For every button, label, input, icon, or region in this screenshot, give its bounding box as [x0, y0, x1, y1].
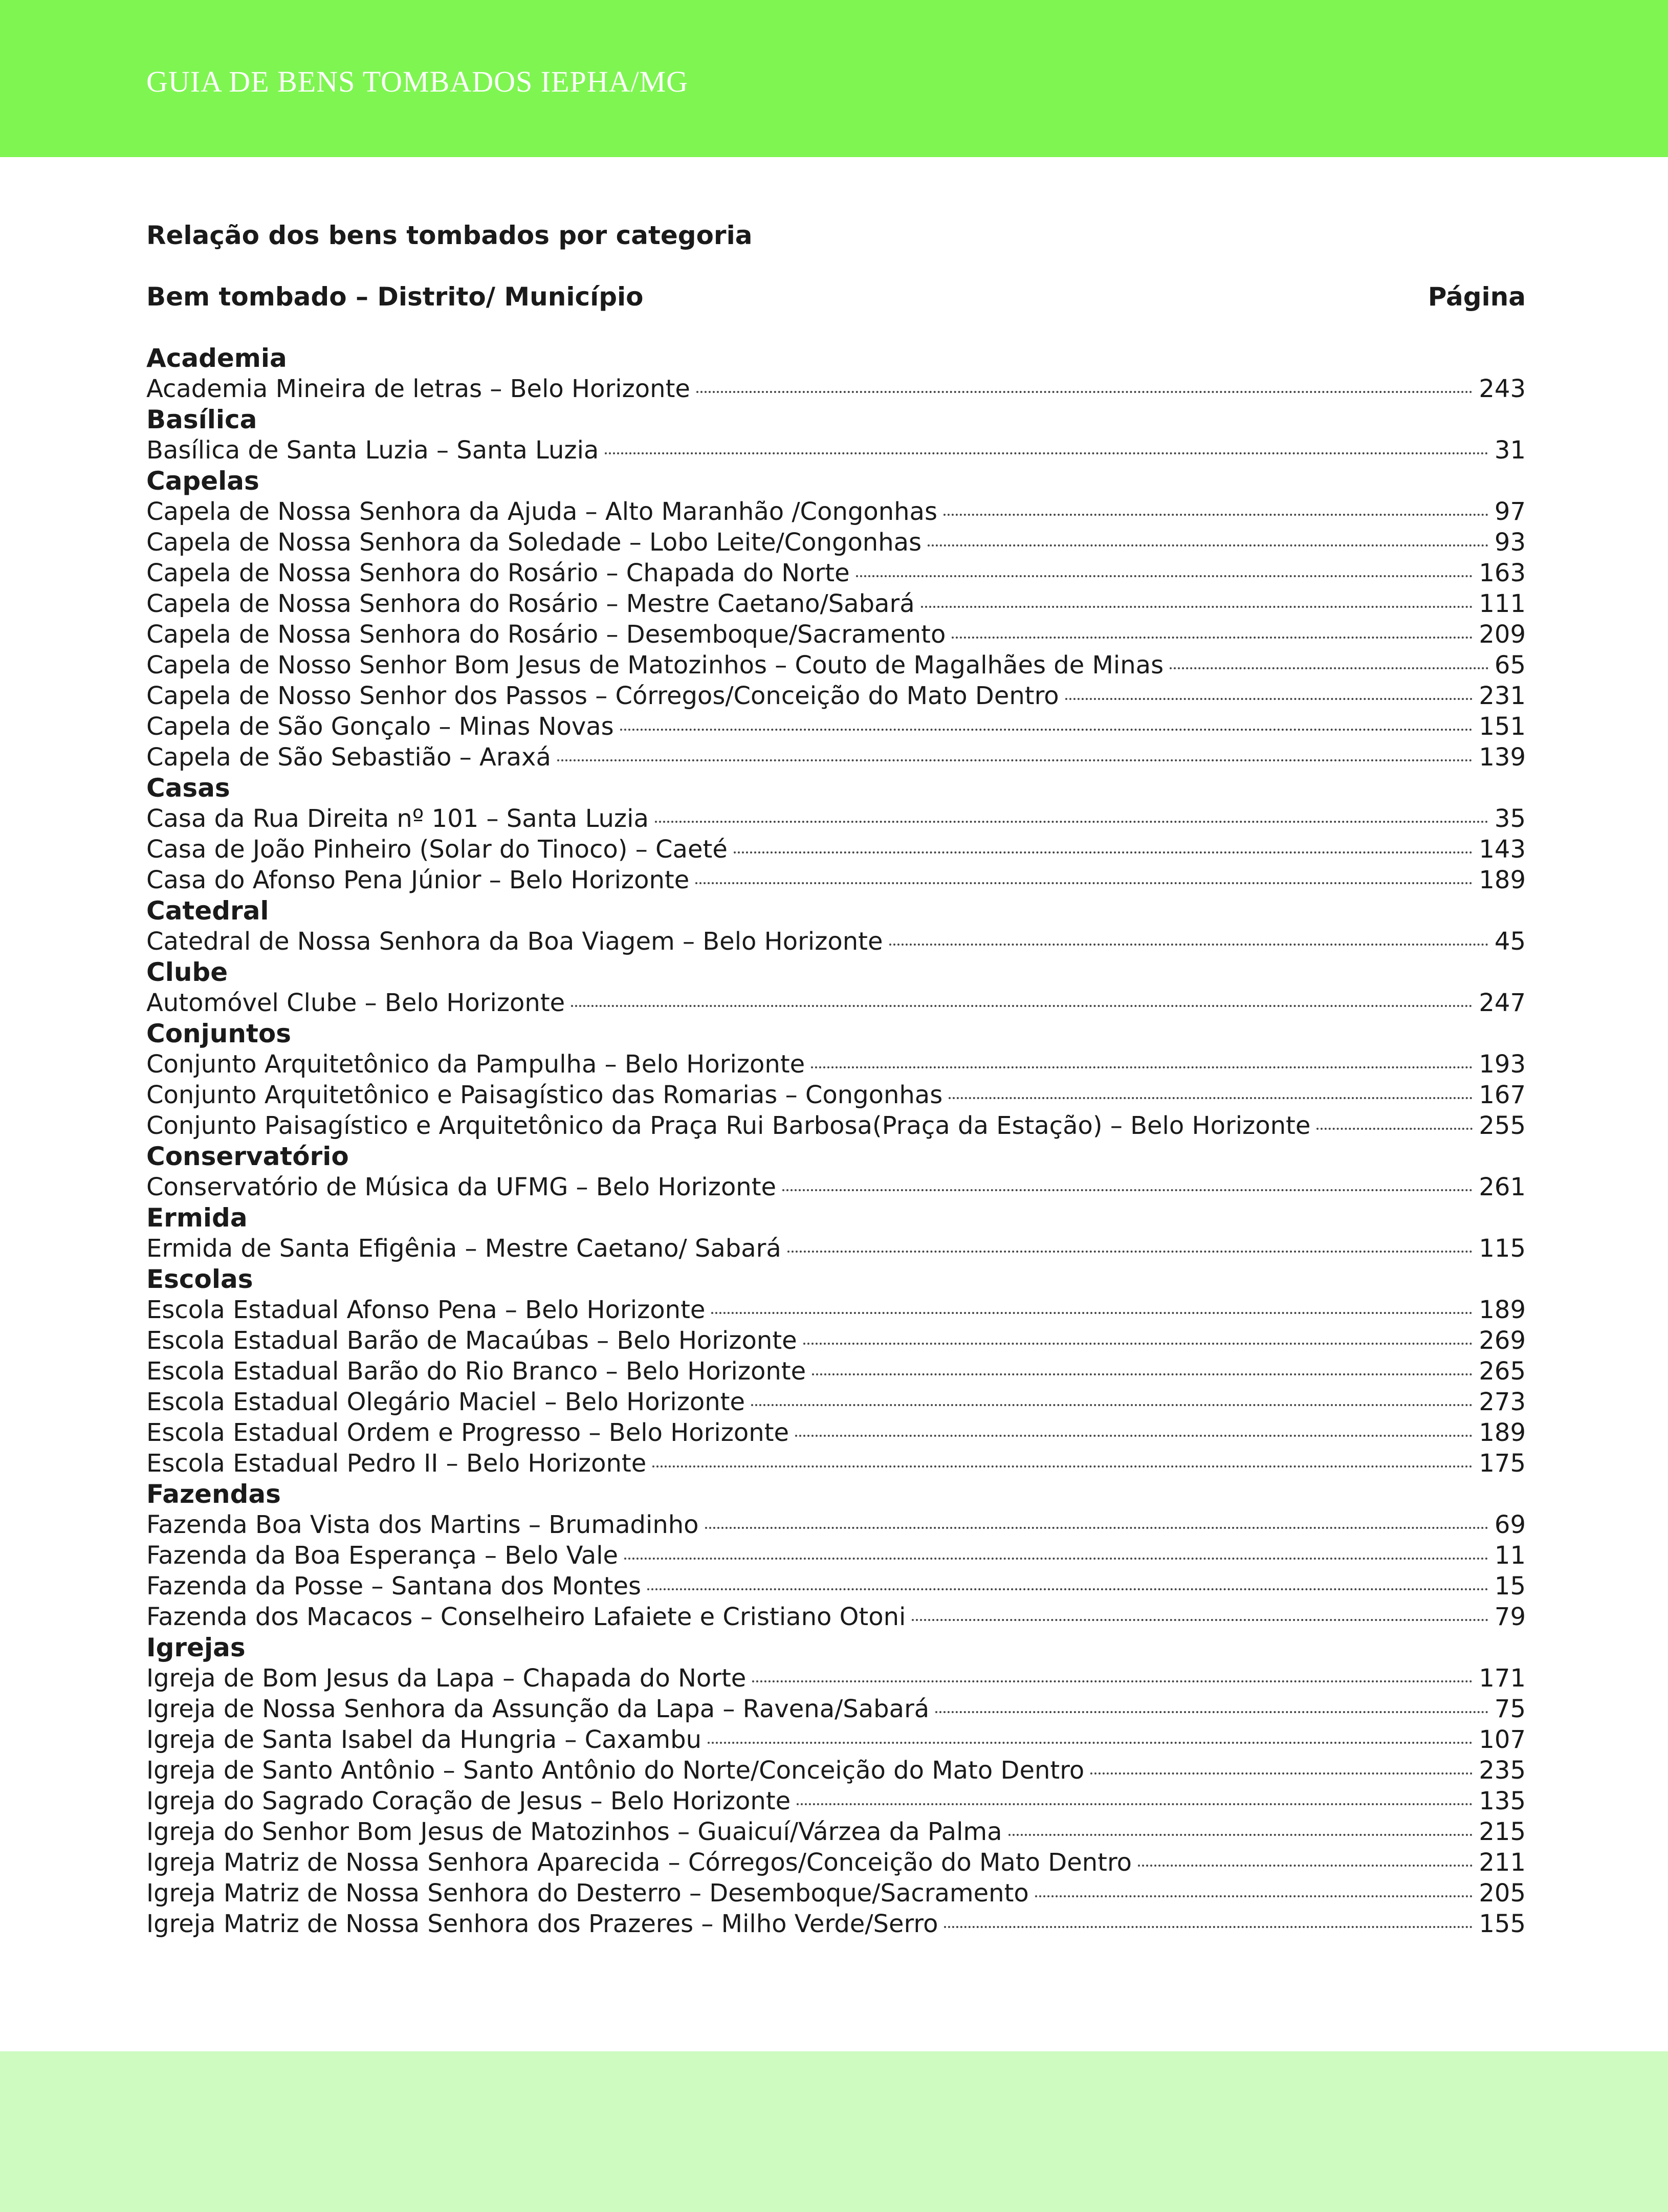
dot-leader: [952, 637, 1473, 639]
index-entry: [146, 1540, 1526, 1571]
dot-leader: [889, 944, 1488, 946]
index-entry: [146, 803, 1526, 834]
index-entry: [146, 1847, 1526, 1878]
index-entry: [146, 1571, 1526, 1602]
entry-title: Conjunto Arquitetônico da Pampulha – Belo Horizonte: [146, 1050, 805, 1079]
entry-page-number: 171: [1479, 1664, 1526, 1693]
entry-page-number: 193: [1479, 1050, 1526, 1079]
entry-title: Igreja de Santo Antônio – Santo Antônio do Norte/Conceição do Mato Dentro: [146, 1756, 1085, 1785]
footer-bar: [0, 2051, 1668, 2212]
category-heading: Escolas: [146, 1264, 253, 1294]
header-bar: [0, 0, 1668, 157]
index-list: [146, 343, 1526, 1939]
index-entry: [146, 988, 1526, 1018]
entry-page-number: 247: [1479, 989, 1526, 1017]
dot-leader: [935, 1711, 1488, 1713]
dot-leader: [944, 1926, 1473, 1928]
entry-page-number: 269: [1479, 1326, 1526, 1355]
header-title: GUIA DE BENS TOMBADOS IEPHA/MG: [146, 65, 689, 98]
index-entry: [146, 1663, 1526, 1694]
entry-page-number: 189: [1479, 866, 1526, 894]
entry-title: Igreja Matriz de Nossa Senhora Aparecida – Córregos/Conceição do Mato Dentro: [146, 1848, 1132, 1877]
entry-title: Igreja Matriz de Nossa Senhora do Desterro – Desemboque/Sacramento: [146, 1879, 1029, 1908]
index-entry: [146, 1387, 1526, 1417]
dot-leader: [624, 1558, 1488, 1560]
dot-leader: [752, 1680, 1473, 1682]
entry-page-number: 243: [1479, 375, 1526, 403]
entry-page-number: 45: [1494, 927, 1526, 956]
index-entry: [146, 742, 1526, 773]
entry-page-number: 209: [1479, 620, 1526, 649]
dot-leader: [928, 544, 1488, 546]
entry-page-number: 69: [1494, 1510, 1526, 1539]
dot-leader: [949, 1097, 1473, 1099]
entry-title: Fazenda da Posse – Santana dos Montes: [146, 1572, 642, 1601]
dot-leader: [1170, 667, 1488, 669]
dot-leader: [1090, 1772, 1473, 1775]
index-entry: [146, 527, 1526, 558]
entry-page-number: 273: [1479, 1388, 1526, 1416]
entry-page-number: 93: [1494, 528, 1526, 557]
dot-leader: [856, 575, 1473, 577]
category-heading: Catedral: [146, 896, 269, 926]
index-entry: [146, 711, 1526, 742]
dot-leader: [1138, 1865, 1473, 1867]
index-entry: [146, 1049, 1526, 1080]
entry-title: Capela de Nossa Senhora do Rosário – Mestre Caetano/Sabará: [146, 589, 915, 618]
entry-title: Escola Estadual Ordem e Progresso – Belo Horizonte: [146, 1418, 789, 1447]
index-entry: [146, 558, 1526, 588]
entry-page-number: 235: [1479, 1756, 1526, 1785]
dot-leader: [571, 1005, 1473, 1007]
index-entry: [146, 435, 1526, 466]
category-heading: Capelas: [146, 466, 259, 496]
index-entry: [146, 681, 1526, 711]
index-entry: [146, 1080, 1526, 1110]
category-heading: Conjuntos: [146, 1019, 291, 1048]
index-entry: [146, 1417, 1526, 1448]
dot-leader: [1008, 1834, 1473, 1836]
index-entry: [146, 1509, 1526, 1540]
dot-leader: [711, 1312, 1473, 1314]
category-heading: Igrejas: [146, 1633, 246, 1662]
category-heading: Ermida: [146, 1203, 248, 1233]
index-entry: [146, 1724, 1526, 1755]
entry-page-number: 151: [1479, 712, 1526, 741]
entry-title: Igreja de Nossa Senhora da Assunção da Lapa – Ravena/Sabará: [146, 1695, 930, 1723]
dot-leader: [797, 1803, 1473, 1805]
entry-title: Igreja Matriz de Nossa Senhora dos Prazeres – Milho Verde/Serro: [146, 1910, 938, 1938]
entry-title: Basílica de Santa Luzia – Santa Luzia: [146, 436, 599, 465]
entry-title: Igreja de Bom Jesus da Lapa – Chapada do Norte: [146, 1664, 747, 1693]
category-heading: Fazendas: [146, 1479, 281, 1509]
dot-leader: [557, 759, 1473, 761]
entry-title: Automóvel Clube – Belo Horizonte: [146, 989, 565, 1017]
entry-page-number: 211: [1479, 1848, 1526, 1877]
column-header-item: Bem tombado – Distrito/ Município: [146, 282, 644, 312]
dot-leader: [734, 851, 1473, 853]
index-entry: [146, 496, 1526, 527]
entry-title: Igreja do Senhor Bom Jesus de Matozinhos – Guaicuí/Várzea da Palma: [146, 1817, 1002, 1846]
entry-page-number: 79: [1494, 1603, 1526, 1631]
entry-title: Catedral de Nossa Senhora da Boa Viagem – Belo Horizonte: [146, 927, 883, 956]
entry-title: Fazenda da Boa Esperança – Belo Vale: [146, 1541, 619, 1570]
index-entry: [146, 865, 1526, 895]
dot-leader: [708, 1742, 1473, 1744]
index-entry: [146, 1816, 1526, 1847]
entry-title: Capela de Nossa Senhora do Rosário – Desemboque/Sacramento: [146, 620, 946, 649]
entry-title: Capela de Nossa Senhora da Ajuda – Alto Maranhão /Congonhas: [146, 497, 937, 526]
entry-page-number: 261: [1479, 1173, 1526, 1201]
dot-leader: [695, 882, 1473, 884]
index-content: [146, 220, 1526, 1939]
dot-leader: [812, 1373, 1473, 1375]
index-entry: [146, 1909, 1526, 1939]
entry-page-number: 75: [1494, 1695, 1526, 1723]
index-entry: [146, 650, 1526, 681]
entry-page-number: 205: [1479, 1879, 1526, 1908]
dot-leader: [705, 1527, 1488, 1529]
dot-leader: [811, 1066, 1473, 1068]
index-entry: [146, 619, 1526, 650]
dot-leader: [647, 1588, 1488, 1590]
dot-leader: [795, 1435, 1473, 1437]
index-entry: [146, 834, 1526, 865]
dot-leader: [652, 1465, 1473, 1468]
entry-page-number: 35: [1494, 804, 1526, 833]
entry-page-number: 231: [1479, 682, 1526, 710]
entry-page-number: 175: [1479, 1449, 1526, 1478]
entry-title: Capela de Nossa Senhora da Soledade – Lobo Leite/Congonhas: [146, 528, 922, 557]
entry-page-number: 107: [1479, 1725, 1526, 1754]
entry-title: Igreja do Sagrado Coração de Jesus – Belo Horizonte: [146, 1787, 791, 1815]
entry-page-number: 189: [1479, 1296, 1526, 1324]
entry-title: Capela de São Sebastião – Araxá: [146, 743, 551, 772]
index-entry: [146, 1356, 1526, 1387]
dot-leader: [751, 1404, 1473, 1406]
index-entry: [146, 1448, 1526, 1479]
entry-title: Academia Mineira de letras – Belo Horizonte: [146, 375, 690, 403]
entry-page-number: 155: [1479, 1910, 1526, 1938]
entry-title: Casa de João Pinheiro (Solar do Tinoco) – Caeté: [146, 835, 728, 864]
index-entry: [146, 1694, 1526, 1724]
entry-title: Igreja de Santa Isabel da Hungria – Caxambu: [146, 1725, 702, 1754]
entry-page-number: 139: [1479, 743, 1526, 772]
dot-leader: [605, 452, 1488, 454]
entry-page-number: 135: [1479, 1787, 1526, 1815]
index-entry: [146, 374, 1526, 404]
dot-leader: [655, 821, 1488, 823]
entry-page-number: 265: [1479, 1357, 1526, 1386]
index-entry: [146, 1110, 1526, 1141]
entry-page-number: 111: [1479, 589, 1526, 618]
dot-leader: [787, 1251, 1473, 1253]
category-heading: Casas: [146, 773, 230, 803]
dot-leader: [943, 514, 1488, 516]
category-heading: Clube: [146, 957, 228, 987]
entry-page-number: 97: [1494, 497, 1526, 526]
dot-leader: [782, 1189, 1473, 1191]
entry-title: Capela de Nosso Senhor dos Passos – Córregos/Conceição do Mato Dentro: [146, 682, 1059, 710]
entry-title: Casa da Rua Direita nº 101 – Santa Luzia: [146, 804, 649, 833]
dot-leader: [1316, 1128, 1473, 1130]
index-entry: [146, 1602, 1526, 1632]
dot-leader: [1065, 698, 1473, 700]
entry-page-number: 15: [1494, 1572, 1526, 1601]
section-title: Relação dos bens tombados por categoria: [146, 221, 753, 250]
index-entry: [146, 1755, 1526, 1786]
entry-title: Fazenda dos Macacos – Conselheiro Lafaiete e Cristiano Otoni: [146, 1603, 906, 1631]
entry-page-number: 65: [1494, 651, 1526, 680]
index-entry: [146, 588, 1526, 619]
category-heading: Basílica: [146, 405, 257, 434]
dot-leader: [1035, 1895, 1473, 1897]
dot-leader: [620, 729, 1473, 731]
entry-title: Ermida de Santa Efigênia – Mestre Caetano/ Sabará: [146, 1234, 781, 1263]
entry-title: Conjunto Paisagístico e Arquitetônico da Praça Rui Barbosa(Praça da Estação) – Belo Horizonte: [146, 1111, 1311, 1140]
index-entry: [146, 1233, 1526, 1264]
entry-title: Escola Estadual Barão do Rio Branco – Belo Horizonte: [146, 1357, 806, 1386]
entry-title: Escola Estadual Afonso Pena – Belo Horizonte: [146, 1296, 706, 1324]
entry-title: Conservatório de Música da UFMG – Belo Horizonte: [146, 1173, 777, 1201]
entry-title: Escola Estadual Barão de Macaúbas – Belo Horizonte: [146, 1326, 797, 1355]
entry-page-number: 167: [1479, 1081, 1526, 1109]
column-headers: [146, 281, 1526, 312]
entry-title: Capela de Nosso Senhor Bom Jesus de Matozinhos – Couto de Magalhães de Minas: [146, 651, 1164, 680]
dot-leader: [803, 1343, 1473, 1345]
index-entry: [146, 1878, 1526, 1909]
entry-page-number: 215: [1479, 1817, 1526, 1846]
dot-leader: [696, 391, 1473, 393]
entry-page-number: 163: [1479, 559, 1526, 587]
entry-title: Escola Estadual Pedro II – Belo Horizonte: [146, 1449, 647, 1478]
category-heading: Conservatório: [146, 1142, 349, 1171]
entry-title: Capela de Nossa Senhora do Rosário – Chapada do Norte: [146, 559, 850, 587]
dot-leader: [912, 1619, 1488, 1621]
entry-page-number: 31: [1494, 436, 1526, 465]
dot-leader: [921, 606, 1473, 608]
entry-title: Fazenda Boa Vista dos Martins – Brumadinho: [146, 1510, 699, 1539]
entry-page-number: 255: [1479, 1111, 1526, 1140]
entry-page-number: 115: [1479, 1234, 1526, 1263]
index-entry: [146, 1172, 1526, 1202]
column-header-page: Página: [1428, 282, 1526, 312]
entry-title: Conjunto Arquitetônico e Paisagístico das Romarias – Congonhas: [146, 1081, 943, 1109]
entry-title: Capela de São Gonçalo – Minas Novas: [146, 712, 614, 741]
entry-page-number: 189: [1479, 1418, 1526, 1447]
index-entry: [146, 1325, 1526, 1356]
index-entry: [146, 1295, 1526, 1325]
index-entry: [146, 1786, 1526, 1816]
category-heading: Academia: [146, 343, 287, 373]
entry-title: Casa do Afonso Pena Júnior – Belo Horizonte: [146, 866, 690, 894]
index-entry: [146, 926, 1526, 957]
entry-page-number: 143: [1479, 835, 1526, 864]
entry-page-number: 11: [1494, 1541, 1526, 1570]
entry-title: Escola Estadual Olegário Maciel – Belo Horizonte: [146, 1388, 745, 1416]
